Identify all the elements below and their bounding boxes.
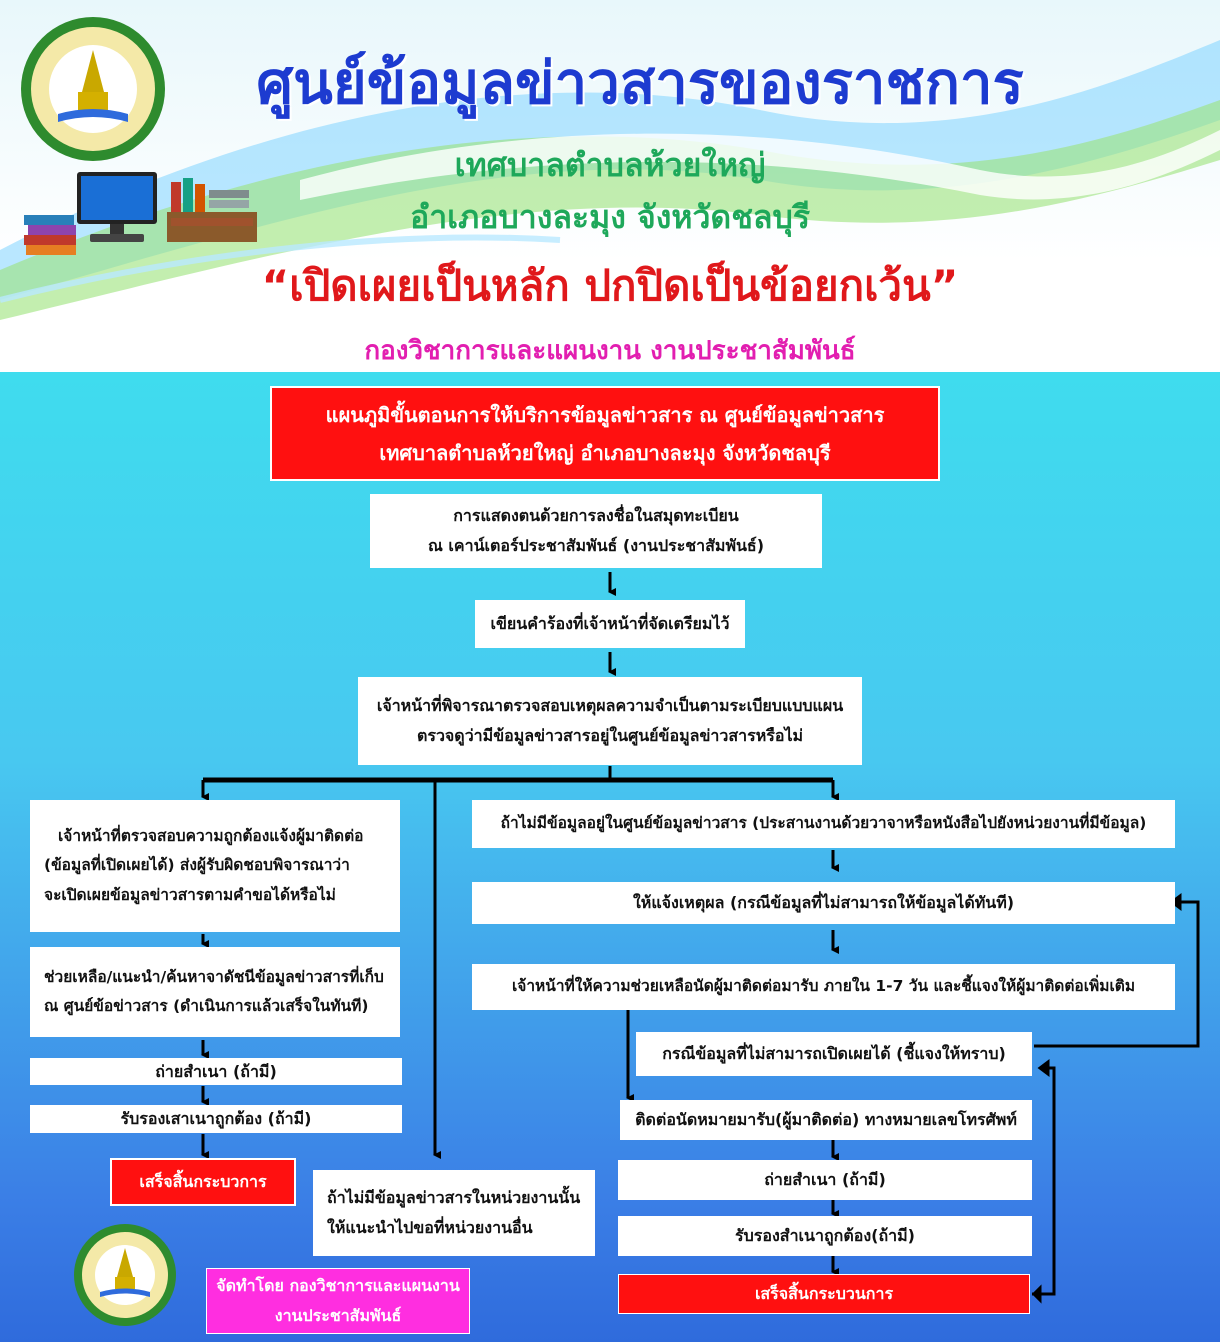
slogan: “เปิดเผยเป็นหลัก ปกปิดเป็นข้อยกเว้น” bbox=[261, 261, 959, 310]
flowchart-heading bbox=[270, 386, 940, 481]
step-left-done-text: เสร็จสิ้นกระบวการ bbox=[139, 1171, 267, 1191]
step-review-line2: ตรวจดูว่ามีข้อมูลข่าวสารอยู่ในศูนย์ข้อมูลข่าวสารหรือไม่ bbox=[416, 726, 804, 745]
step-verify-disclosure bbox=[30, 800, 400, 932]
step-request-form-text: เขียนคำร้องที่เจ้าหน้าที่จัดเตรียมไว้ bbox=[490, 613, 730, 633]
step-right-copy-text: ถ่ายสำเนา (ถ้ามี) bbox=[764, 1169, 886, 1189]
step-help-search bbox=[30, 947, 400, 1037]
step-refer-other-agency bbox=[313, 1170, 595, 1256]
step-right-certify-text: รับรองสำเนาถูกต้อง(ถ้ามี) bbox=[735, 1225, 915, 1245]
step-give-reason bbox=[472, 882, 1175, 924]
step-left-done bbox=[110, 1158, 296, 1206]
step-left-certify-text: รับรองเสาเนาถูกต้อง (ถ้ามี) bbox=[120, 1109, 312, 1129]
page-title: ศูนย์ข้อมูลข่าวสารของราชการ bbox=[256, 49, 1024, 117]
flowchart-heading-line2: เทศบาลตำบลห้วยใหญ่ อำเภอบางละมุง จังหวัดชลบุรี bbox=[379, 440, 831, 465]
step-right-certify bbox=[618, 1216, 1032, 1256]
step-verify-line1: เจ้าหน้าที่ตรวจสอบความถูกต้องแจ้งผู้มาติดต่อ bbox=[58, 826, 364, 845]
step-help-line1: ช่วยเหลือ/แนะนำ/ค้นหาจาดัชนีข้อมูลข่าวสารที่เก็บ bbox=[44, 967, 384, 986]
step-left-certify bbox=[30, 1105, 402, 1133]
district-province: อำเภอบางละมุง จังหวัดชลบุรี bbox=[409, 198, 811, 236]
step-appointment-text: เจ้าหน้าที่ให้ความช่วยเหลือนัดผู้มาติดต่อมารับ ภายใน 1-7 วัน และชี้แจงให้ผู้มาติดต่อเพิ่มเติม bbox=[511, 977, 1136, 996]
step-right-done-text: เสร็จสิ้นกระบวนการ bbox=[754, 1283, 894, 1303]
step-refer-line2: ให้แนะนำไปขอที่หน่วยงานอื่น bbox=[327, 1218, 533, 1237]
step-refer-line1: ถ้าไม่มีข้อมูลข่าวสารในหน่วยงานนั้น bbox=[327, 1187, 581, 1207]
step-left-copy-text: ถ่ายสำเนา (ถ้ามี) bbox=[155, 1061, 277, 1081]
made-by-line2: งานประชาสัมพันธ์ bbox=[274, 1306, 402, 1325]
step-register-line2: ณ เคาน์เตอร์ประชาสัมพันธ์ (งานประชาสัมพันธ์) bbox=[428, 536, 764, 555]
step-verify-line2: (ข้อมูลที่เปิดเผยได้) ส่งผู้รับผิดชอบพิจารณาว่า bbox=[44, 856, 350, 875]
flowchart-heading-line1: แผนภูมิขั้นตอนการให้บริการข้อมูลข่าวสาร ณ ศูนย์ข้อมูลข่าวสาร bbox=[325, 402, 885, 427]
step-not-in-center-text: ถ้าไม่มีข้อมูลอยู่ในศูนย์ข้อมูลข่าวสาร (ประสานงานด้วยวาจาหรือหนังสือไปยังหน่วยงานที่มีข้อมูล) bbox=[500, 814, 1147, 833]
step-contact-phone bbox=[620, 1100, 1032, 1140]
step-register-line1: การแสดงตนด้วยการลงชื่อในสมุดทะเบียน bbox=[453, 505, 739, 525]
step-review-line1: เจ้าหน้าที่พิจารณาตรวจสอบเหตุผลความจำเป็นตามระเบียบแบบแผน bbox=[376, 695, 844, 715]
step-request-form bbox=[475, 600, 745, 648]
step-right-copy bbox=[618, 1160, 1032, 1200]
step-help-line2: ณ ศูนย์ข้อข่าวสาร (ดำเนินการแล้วเสร็จในทันที) bbox=[44, 997, 369, 1015]
step-register bbox=[370, 494, 822, 568]
step-cannot-disclose-text: กรณีข้อมูลที่ไม่สามารถเปิดเผยได้ (ชี้แจงให้ทราบ) bbox=[662, 1043, 1006, 1063]
step-verify-line3: จะเปิดเผยข้อมูลข่าวสารตามคำขอได้หรือไม่ bbox=[44, 885, 336, 904]
step-not-in-center bbox=[472, 800, 1175, 848]
step-contact-phone-text: ติดต่อนัดหมายมารับ(ผู้มาติดต่อ) ทางหมายเลขโทรศัพท์ bbox=[635, 1109, 1017, 1129]
step-give-reason-text: ให้แจ้งเหตุผล (กรณีข้อมูลที่ไม่สามารถให้ข้อมูลได้ทันที) bbox=[632, 892, 1015, 912]
step-cannot-disclose bbox=[636, 1032, 1032, 1076]
made-by-credit bbox=[206, 1268, 470, 1334]
municipality-name: เทศบาลตำบลห้วยใหญ่ bbox=[454, 146, 766, 184]
step-appointment bbox=[472, 964, 1175, 1010]
department-name: กองวิชาการและแผนงาน งานประชาสัมพันธ์ bbox=[364, 336, 856, 366]
step-review bbox=[358, 677, 862, 765]
step-left-copy bbox=[30, 1058, 402, 1085]
step-right-done bbox=[618, 1274, 1030, 1314]
footer-seal-logo bbox=[72, 1222, 178, 1328]
made-by-line1: จัดทำโดย กองวิชาการและแผนงาน bbox=[216, 1275, 460, 1295]
